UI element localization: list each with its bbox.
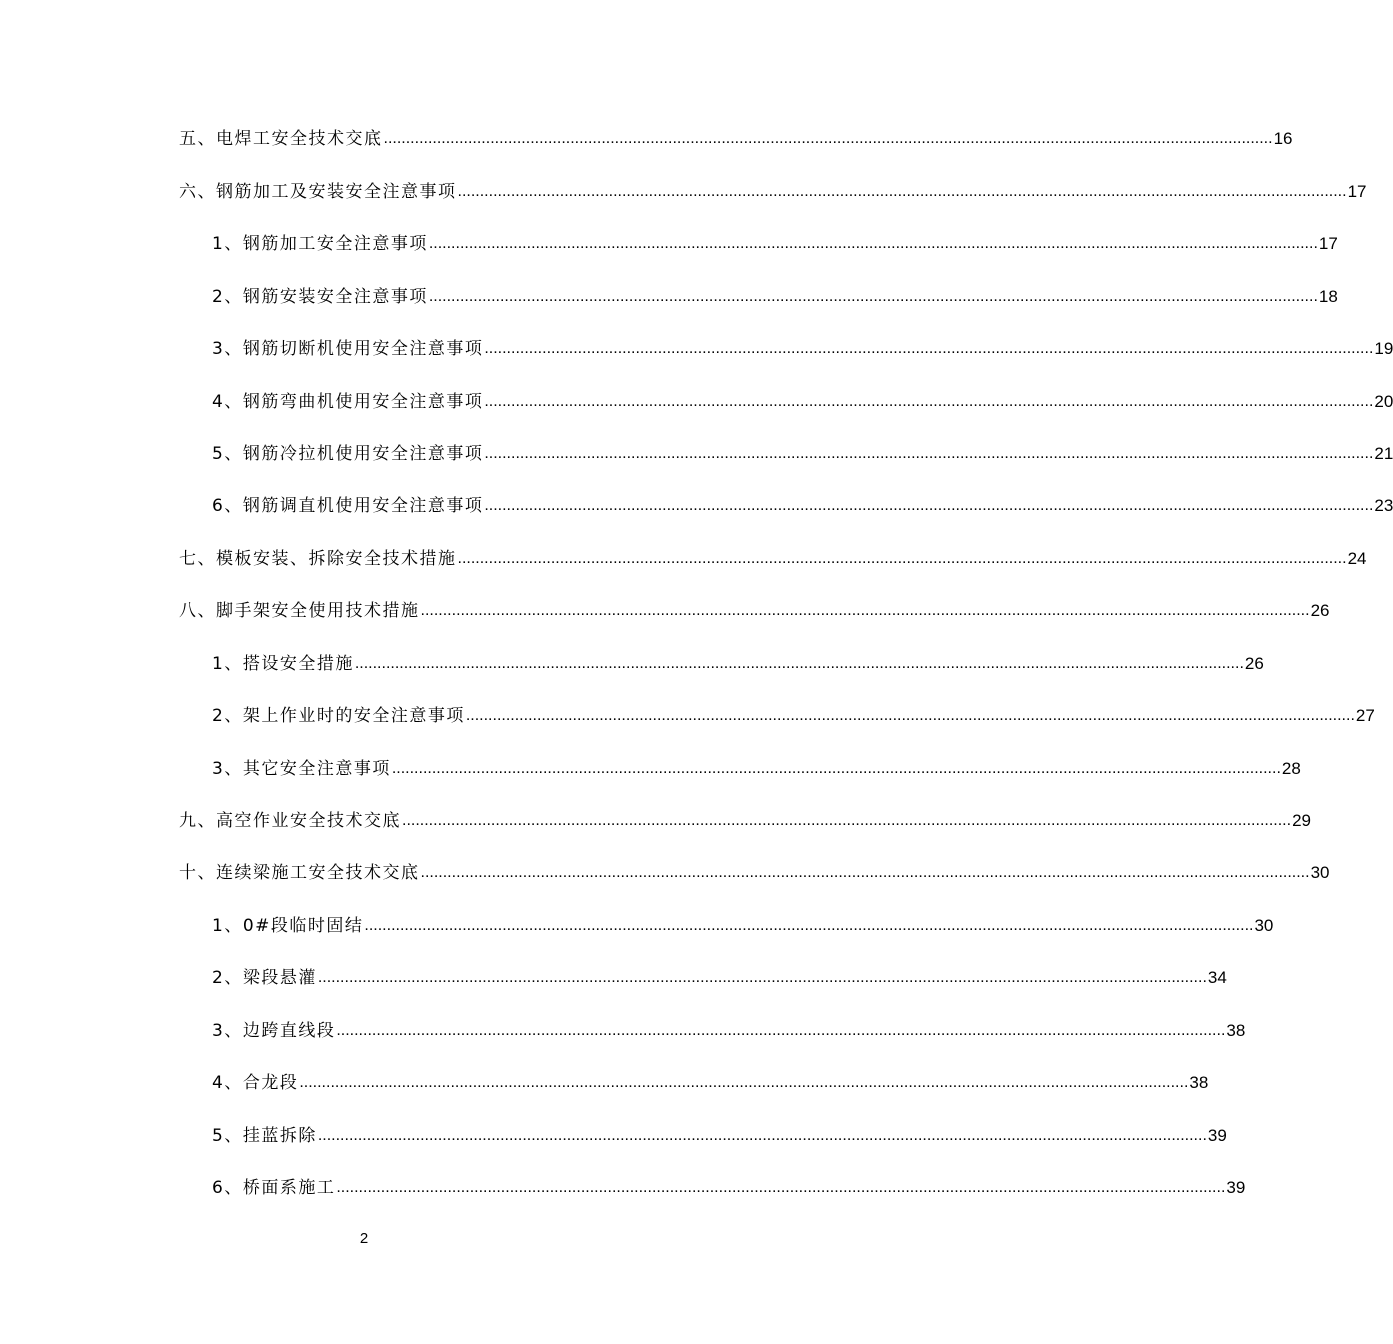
toc-entry-title: 五、电焊工安全技术交底 — [179, 129, 383, 149]
toc-entry-page: 17 — [1347, 182, 1367, 201]
toc-entry — [212, 1119, 1227, 1147]
toc-leader-dots: ........................................................................................................................................................................................................ — [484, 340, 1374, 357]
toc-leader-dots: ........................................................................................................................................................................................................ — [457, 550, 1347, 567]
toc-entry-title: 七、模板安装、拆除安全技术措施 — [179, 549, 457, 569]
toc-entry-title: 3、边跨直线段 — [212, 1021, 336, 1041]
toc-entry — [179, 804, 1311, 832]
toc-entry — [179, 542, 1367, 570]
toc-entry-title: 6、钢筋调直机使用安全注意事项 — [212, 496, 484, 516]
toc-entry — [212, 1171, 1246, 1199]
toc-leader-dots: ........................................................................................................................................................................................................ — [317, 969, 1207, 986]
toc-entry-title: 2、钢筋安装安全注意事项 — [212, 287, 428, 307]
page-number: 2 — [359, 1230, 369, 1247]
toc-entry-title: 九、高空作业安全技术交底 — [179, 811, 401, 831]
toc-leader-dots: ........................................................................................................................................................................................................ — [428, 235, 1318, 252]
toc-leader-dots: ........................................................................................................................................................................................................ — [484, 445, 1374, 462]
toc-entry-title: 6、桥面系施工 — [212, 1178, 336, 1198]
toc-entry-title: 1、钢筋加工安全注意事项 — [212, 234, 428, 254]
toc-entry-page: 18 — [1318, 287, 1338, 306]
toc-entry-page: 19 — [1374, 339, 1393, 358]
toc-entry — [179, 594, 1330, 622]
toc-entry-title: 5、挂蓝拆除 — [212, 1126, 317, 1146]
toc-leader-dots: ........................................................................................................................................................................................................ — [420, 602, 1310, 619]
toc-entry-title: 4、钢筋弯曲机使用安全注意事项 — [212, 392, 484, 412]
toc-entry-page: 30 — [1310, 863, 1330, 882]
toc-entry-title: 十、连续梁施工安全技术交底 — [179, 863, 420, 883]
toc-entry-title: 1、0#段临时固结 — [212, 916, 364, 936]
toc-entry-title: 4、合龙段 — [212, 1073, 299, 1093]
toc-leader-dots: ........................................................................................................................................................................................................ — [402, 812, 1292, 829]
toc-leader-dots: ........................................................................................................................................................................................................ — [299, 1074, 1189, 1091]
toc-entry-title: 2、梁段悬灌 — [212, 968, 317, 988]
toc-entry — [212, 909, 1274, 937]
toc-entry-page: 39 — [1207, 1126, 1227, 1145]
toc-entry-page: 28 — [1281, 759, 1301, 778]
toc-entry — [212, 332, 1393, 360]
toc-entry — [212, 647, 1264, 675]
toc-entry-page: 38 — [1226, 1021, 1246, 1040]
toc-leader-dots: ........................................................................................................................................................................................................ — [465, 707, 1355, 724]
toc-entry-title: 5、钢筋冷拉机使用安全注意事项 — [212, 444, 484, 464]
toc-entry — [212, 280, 1338, 308]
toc-leader-dots: ........................................................................................................................................................................................................ — [457, 183, 1347, 200]
toc-leader-dots: ........................................................................................................................................................................................................ — [383, 130, 1273, 147]
toc-entry — [179, 856, 1330, 884]
toc-leader-dots: ........................................................................................................................................................................................................ — [428, 288, 1318, 305]
toc-entry-title: 3、钢筋切断机使用安全注意事项 — [212, 339, 484, 359]
toc-entry — [212, 227, 1338, 255]
toc-entry-title: 1、搭设安全措施 — [212, 654, 354, 674]
toc-entry-page: 23 — [1374, 496, 1393, 515]
toc-entry-page: 24 — [1347, 549, 1367, 568]
toc-entry — [179, 175, 1367, 203]
toc-leader-dots: ........................................................................................................................................................................................................ — [354, 655, 1244, 672]
toc-entry — [212, 437, 1393, 465]
toc-entry — [179, 122, 1293, 150]
toc-entry — [212, 1066, 1209, 1094]
toc-entry-page: 38 — [1189, 1073, 1209, 1092]
toc-entry-page: 21 — [1374, 444, 1393, 463]
toc-entry — [212, 699, 1375, 727]
toc-entry — [212, 385, 1393, 413]
toc-entry — [212, 489, 1393, 517]
toc-entry-page: 17 — [1318, 234, 1338, 253]
toc-entry-title: 六、钢筋加工及安装安全注意事项 — [179, 182, 457, 202]
toc-entry — [212, 1014, 1246, 1042]
toc-entry — [212, 752, 1301, 780]
toc-entry-page: 27 — [1355, 706, 1375, 725]
toc-entry-page: 30 — [1254, 916, 1274, 935]
toc-leader-dots: ........................................................................................................................................................................................................ — [391, 760, 1281, 777]
toc-leader-dots: ........................................................................................................................................................................................................ — [336, 1179, 1226, 1196]
toc-leader-dots: ........................................................................................................................................................................................................ — [420, 864, 1310, 881]
toc-entry-title: 2、架上作业时的安全注意事项 — [212, 706, 465, 726]
toc-entry-title: 3、其它安全注意事项 — [212, 759, 391, 779]
toc-entry-page: 39 — [1226, 1178, 1246, 1197]
toc-entry-page: 26 — [1244, 654, 1264, 673]
toc-entry-page: 29 — [1292, 811, 1311, 830]
toc-leader-dots: ........................................................................................................................................................................................................ — [484, 393, 1374, 410]
toc-entry-page: 26 — [1310, 601, 1330, 620]
toc-leader-dots: ........................................................................................................................................................................................................ — [336, 1022, 1226, 1039]
toc-leader-dots: ........................................................................................................................................................................................................ — [317, 1127, 1207, 1144]
toc-leader-dots: ........................................................................................................................................................................................................ — [364, 917, 1254, 934]
toc-leader-dots: ........................................................................................................................................................................................................ — [484, 497, 1374, 514]
toc-entry-title: 八、脚手架安全使用技术措施 — [179, 601, 420, 621]
toc-entry-page: 34 — [1207, 968, 1227, 987]
toc-entry-page: 16 — [1273, 129, 1293, 148]
toc-entry-page: 20 — [1374, 392, 1393, 411]
toc-entry — [212, 961, 1227, 989]
